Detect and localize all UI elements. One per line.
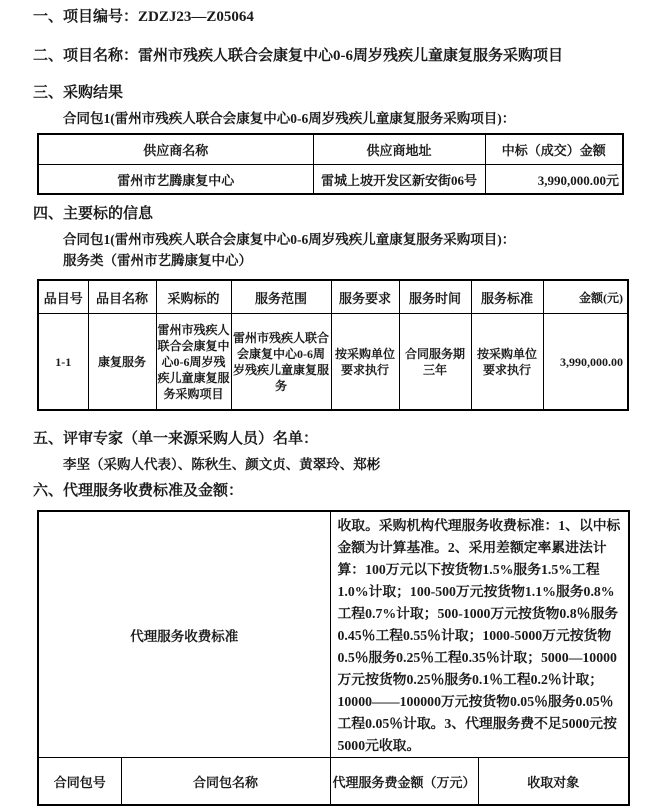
project-number-label: 一、项目编号：	[33, 9, 139, 25]
result-table	[37, 133, 624, 195]
project-name-value: 雷州市残疾人联合会康复中心0-6周岁残疾儿童康复服务采购项目	[138, 48, 564, 64]
service-standard-cell: 按采购单位要求执行	[471, 314, 543, 411]
section1-heading	[33, 9, 658, 26]
result-table-row	[38, 165, 623, 195]
contract-package-no-header: 合同包号	[38, 758, 121, 806]
item-no-cell: 1-1	[38, 314, 88, 411]
project-name-label: 二、项目名称：	[33, 48, 139, 64]
amount-header: 金额(元)	[543, 280, 628, 314]
section4-category-line: 服务类（雷州市艺腾康复中心）	[63, 253, 252, 268]
subject-table-header-row	[38, 280, 628, 314]
award-amount-cell: 3,990,000.00元	[485, 165, 623, 195]
fee-footer-header-row	[38, 758, 629, 806]
agency-fee-table	[37, 510, 630, 806]
project-number-value: ZDZJ23—Z05064	[138, 9, 254, 25]
item-name-cell: 康复服务	[88, 314, 156, 411]
fee-standard-row	[38, 511, 629, 758]
section3-package-line: 合同包1(雷州市残疾人联合会康复中心0-6周岁残疾儿童康复服务采购项目)：	[63, 111, 516, 126]
supplier-address-header: 供应商地址	[313, 134, 485, 165]
service-time-header: 服务时间	[399, 280, 471, 314]
procurement-subject-header: 采购标的	[156, 280, 231, 314]
item-name-header: 品目名称	[88, 280, 156, 314]
section3-heading: 三、采购结果	[33, 85, 124, 101]
service-standard-header: 服务标准	[471, 280, 543, 314]
agency-fee-amount-header: 代理服务费金额（万元）	[330, 758, 478, 806]
section4-heading: 四、主要标的信息	[33, 206, 154, 222]
result-table-header-row	[38, 134, 623, 165]
expert-name-list: 李坚（采购人代表）、陈秋生、颜文贞、黄翠玲、郑彬	[63, 457, 381, 472]
contract-package-name-header: 合同包名称	[121, 758, 330, 806]
fee-payer-header: 收取对象	[478, 758, 629, 806]
fee-standard-label-cell: 代理服务收费标准	[38, 511, 330, 758]
section2-heading	[33, 48, 658, 65]
service-time-cell: 合同服务期三年	[399, 314, 471, 411]
amount-cell: 3,990,000.00	[543, 314, 628, 411]
award-amount-header: 中标（成交）金额	[485, 134, 623, 165]
subject-table-row	[38, 314, 628, 411]
procurement-subject-cell: 雷州市残疾人联合会康复中心0-6周岁残疾儿童康复服务采购项目	[156, 314, 231, 411]
supplier-name-cell: 雷州市艺腾康复中心	[38, 165, 313, 195]
service-scope-header: 服务范围	[231, 280, 331, 314]
subject-table	[37, 279, 629, 411]
section5-heading: 五、评审专家（单一来源采购人员）名单：	[33, 431, 319, 447]
service-requirement-header: 服务要求	[331, 280, 399, 314]
service-scope-cell: 雷州市残疾人联合会康复中心0-6周岁残疾儿童康复服务	[231, 314, 331, 411]
section4-package-line: 合同包1(雷州市残疾人联合会康复中心0-6周岁残疾儿童康复服务采购项目)：	[63, 232, 516, 247]
supplier-name-header: 供应商名称	[38, 134, 313, 165]
fee-standard-text-cell: 收取。采购机构代理服务收费标准：1、以中标金额为计算基准。2、采用差额定率累进法计算：100万元以下按货物1.5%服务1.5%工程1.0%计取；100-500万元按货物1.1%服务0.8%工程0.7%计取；500-1000万元按货物0.8％服务0.45％工程0.55％计取；1000-5000万元按货物0.5％服务0.25％工程0.35％计取；5000—10000万元按货物0.25％服务0.1％工程0.2％计取；10000——100000万元按货物0.05％服务0.05％工程0.05％计取。3、代理服务费不足5000元按5000元收取。	[330, 511, 629, 758]
section6-heading: 六、代理服务收费标准及金额：	[33, 483, 244, 499]
service-requirement-cell: 按采购单位要求执行	[331, 314, 399, 411]
item-no-header: 品目号	[38, 280, 88, 314]
supplier-address-cell: 雷城上坡开发区新安街06号	[313, 165, 485, 195]
